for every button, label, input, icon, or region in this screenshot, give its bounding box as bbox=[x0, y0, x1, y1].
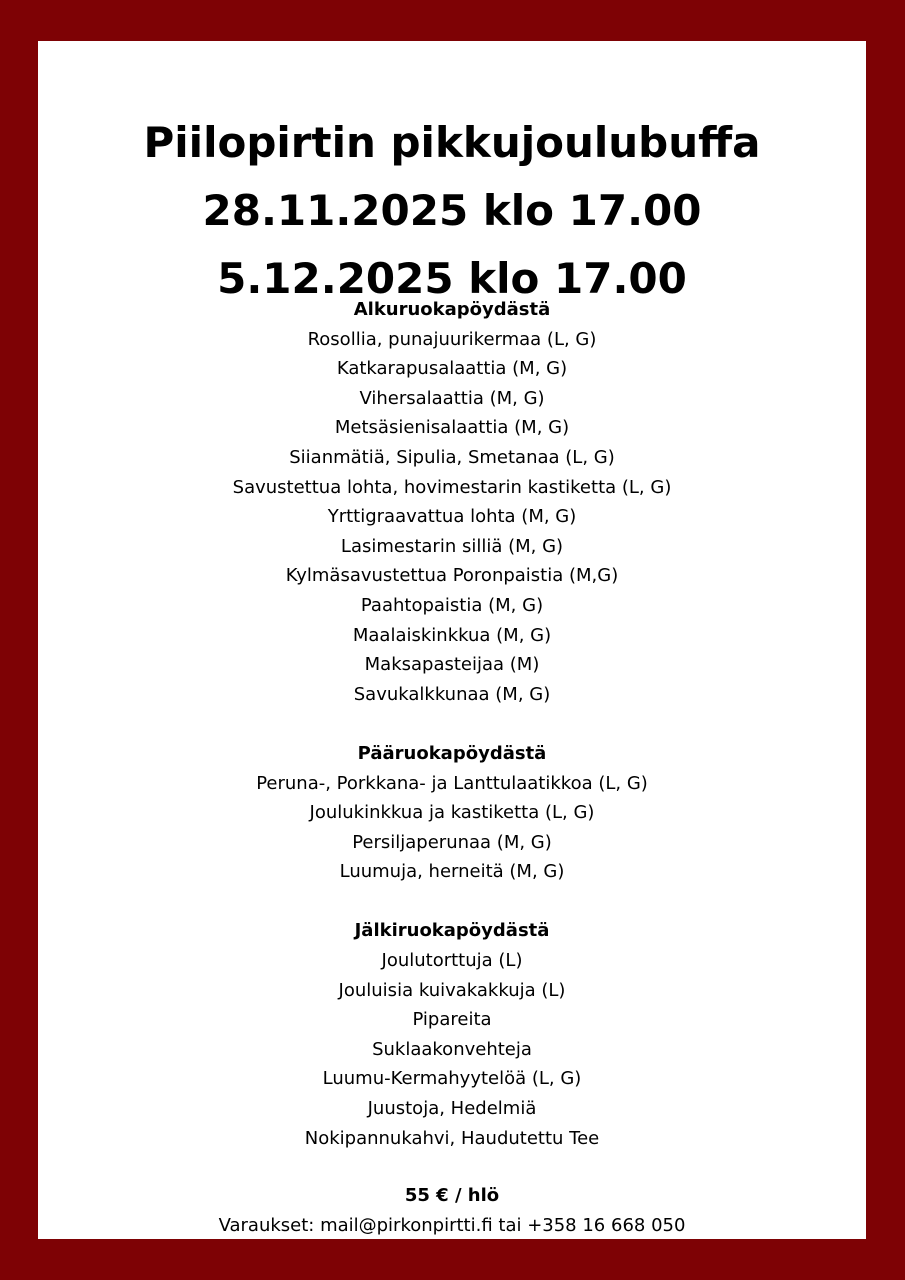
reservation-contact: Varaukset: mail@pirkonpirtti.fi tai +358 16 668 050 bbox=[218, 1215, 686, 1236]
title-block bbox=[38, 109, 866, 313]
dessert-item: Nokipannukahvi, Haudutettu Tee bbox=[304, 1127, 600, 1149]
main-item: Luumuja, herneitä (M, G) bbox=[339, 861, 565, 883]
menu-list bbox=[38, 295, 866, 1153]
menu-card bbox=[38, 41, 866, 1239]
starter-item: Katkarapusalaattia (M, G) bbox=[336, 358, 568, 380]
dessert-item: Luumu-Kermahyytelöä (L, G) bbox=[322, 1068, 582, 1090]
footer bbox=[38, 1181, 866, 1241]
starter-item: Siianmätiä, Sipulia, Smetanaa (L, G) bbox=[289, 446, 615, 468]
section-spacer bbox=[38, 709, 866, 739]
starter-item: Paahtopaistia (M, G) bbox=[360, 594, 544, 616]
page-title: Piilopirtin pikkujoulubuffa bbox=[143, 118, 761, 167]
dessert-item: Juustoja, Hedelmiä bbox=[367, 1098, 537, 1120]
event-date-2: 5.12.2025 klo 17.00 bbox=[217, 254, 687, 303]
starters-heading: Alkuruokapöydästä bbox=[353, 299, 551, 320]
starter-item: Kylmäsavustettua Poronpaistia (M,G) bbox=[285, 565, 619, 587]
main-item: Joulukinkkua ja kastiketta (L, G) bbox=[309, 802, 595, 824]
desserts-heading: Jälkiruokapöydästä bbox=[354, 920, 550, 942]
main-item: Persiljaperunaa (M, G) bbox=[352, 831, 552, 853]
starter-item: Savustettua lohta, hovimestarin kastiketta (L, G) bbox=[232, 476, 672, 498]
starter-item: Savukalkkunaa (M, G) bbox=[353, 683, 551, 705]
mains-heading: Pääruokapöydästä bbox=[357, 742, 547, 764]
dessert-item: Pipareita bbox=[412, 1009, 492, 1031]
dessert-item: Jouluisia kuivakakkuja (L) bbox=[338, 979, 566, 1001]
starter-item: Maalaiskinkkua (M, G) bbox=[352, 624, 552, 646]
section-spacer bbox=[38, 887, 866, 917]
main-item: Peruna-, Porkkana- ja Lanttulaatikkoa (L, G) bbox=[256, 772, 648, 794]
event-date-1: 28.11.2025 klo 17.00 bbox=[202, 186, 702, 235]
starter-item: Maksapasteijaa (M) bbox=[364, 654, 540, 676]
dessert-item: Joulutorttuja (L) bbox=[381, 950, 523, 972]
starter-item: Vihersalaattia (M, G) bbox=[359, 387, 545, 409]
price-label: 55 € / hlö bbox=[404, 1185, 500, 1206]
starter-item: Rosollia, punajuurikermaa (L, G) bbox=[307, 328, 597, 350]
starter-item: Lasimestarin silliä (M, G) bbox=[340, 535, 564, 557]
dessert-item: Suklaakonvehteja bbox=[372, 1038, 532, 1060]
starter-item: Yrttigraavattua lohta (M, G) bbox=[327, 506, 577, 528]
starter-item: Metsäsienisalaattia (M, G) bbox=[334, 417, 570, 439]
